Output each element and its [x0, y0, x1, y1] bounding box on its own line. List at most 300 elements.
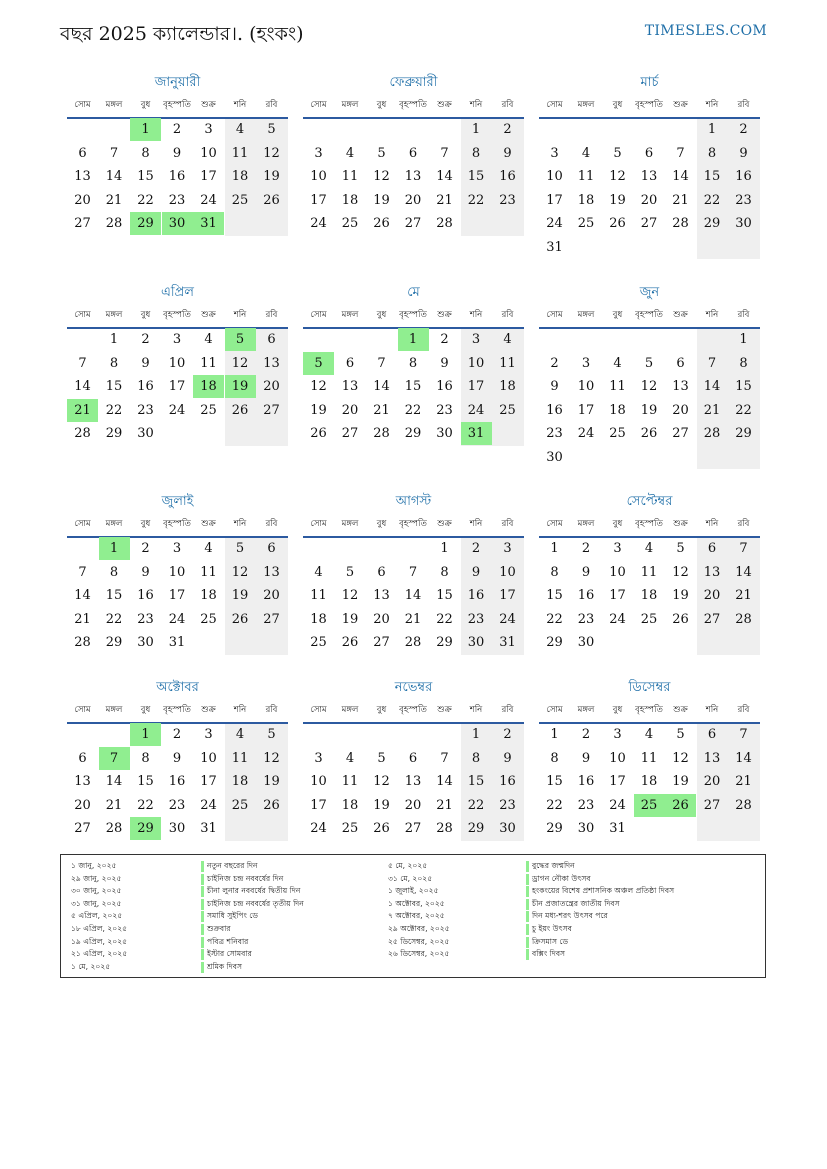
- day-cell[interactable]: 8: [109, 564, 119, 580]
- day-cell[interactable]: 8: [141, 750, 150, 766]
- day-cell[interactable]: 19: [672, 588, 689, 603]
- day-cell[interactable]: 22: [436, 611, 453, 627]
- day-cell[interactable]: 3: [172, 541, 182, 556]
- day-cell[interactable]: 6: [707, 541, 717, 556]
- day-cell[interactable]: 9: [471, 564, 481, 580]
- day-cell[interactable]: 4: [503, 332, 512, 347]
- day-cell[interactable]: 6: [345, 355, 355, 371]
- day-cell[interactable]: 16: [168, 169, 186, 184]
- day-cell[interactable]: 15: [467, 774, 485, 789]
- day-cell[interactable]: 8: [550, 564, 559, 580]
- holiday-day-cell[interactable]: 1: [398, 328, 429, 351]
- day-cell[interactable]: 9: [440, 355, 449, 371]
- day-cell[interactable]: 19: [263, 774, 280, 789]
- day-cell[interactable]: 20: [74, 797, 91, 813]
- day-cell[interactable]: 13: [263, 355, 280, 371]
- day-cell[interactable]: 29: [546, 635, 563, 650]
- day-cell[interactable]: 29: [546, 821, 563, 836]
- day-cell[interactable]: 2: [550, 355, 559, 371]
- day-cell[interactable]: 11: [341, 774, 359, 789]
- day-cell[interactable]: 24: [577, 426, 595, 441]
- day-cell[interactable]: 19: [640, 402, 658, 418]
- day-cell[interactable]: 8: [471, 750, 481, 766]
- day-cell[interactable]: 7: [440, 145, 449, 161]
- day-cell[interactable]: 24: [609, 611, 626, 627]
- day-cell[interactable]: 15: [436, 588, 453, 603]
- day-cell[interactable]: 21: [672, 192, 689, 208]
- day-cell[interactable]: 23: [436, 402, 453, 418]
- day-cell[interactable]: 9: [141, 355, 150, 371]
- day-cell[interactable]: 15: [404, 379, 422, 394]
- day-cell[interactable]: 14: [74, 588, 91, 603]
- day-cell[interactable]: 5: [676, 541, 685, 556]
- day-cell[interactable]: 5: [644, 355, 654, 371]
- holiday-day-cell[interactable]: 18: [193, 375, 224, 398]
- day-cell[interactable]: 6: [377, 564, 386, 580]
- day-cell[interactable]: 27: [341, 426, 359, 441]
- day-cell[interactable]: 22: [404, 402, 422, 418]
- day-cell[interactable]: 20: [263, 379, 280, 394]
- day-cell[interactable]: 8: [141, 145, 150, 161]
- day-cell[interactable]: 16: [735, 169, 752, 184]
- day-cell[interactable]: 15: [137, 774, 154, 789]
- day-cell[interactable]: 7: [440, 750, 449, 766]
- day-cell[interactable]: 10: [609, 750, 626, 766]
- holiday-day-cell[interactable]: 5: [225, 328, 256, 351]
- day-cell[interactable]: 16: [168, 774, 186, 789]
- day-cell[interactable]: 22: [546, 611, 563, 627]
- day-cell[interactable]: 11: [640, 564, 658, 580]
- day-cell[interactable]: 2: [141, 541, 150, 556]
- day-cell[interactable]: 1: [550, 541, 559, 556]
- day-cell[interactable]: 15: [546, 588, 563, 603]
- day-cell[interactable]: 19: [310, 402, 327, 418]
- day-cell[interactable]: 27: [74, 821, 91, 836]
- day-cell[interactable]: 6: [676, 355, 685, 371]
- day-cell[interactable]: 21: [404, 611, 422, 627]
- brand-link[interactable]: TIMESLES.COM: [644, 23, 767, 39]
- day-cell[interactable]: 24: [499, 611, 516, 627]
- day-cell[interactable]: 8: [707, 145, 717, 161]
- holiday-day-cell[interactable]: 5: [303, 352, 334, 375]
- day-cell[interactable]: 22: [137, 797, 154, 813]
- day-cell[interactable]: 13: [263, 564, 280, 580]
- day-cell[interactable]: 28: [436, 216, 453, 231]
- day-cell[interactable]: 7: [739, 541, 748, 556]
- day-cell[interactable]: 29: [703, 216, 721, 231]
- day-cell[interactable]: 12: [640, 379, 658, 394]
- day-cell[interactable]: 1: [109, 332, 119, 347]
- day-cell[interactable]: 13: [404, 774, 422, 789]
- day-cell[interactable]: 12: [341, 588, 359, 603]
- day-cell[interactable]: 28: [703, 426, 721, 441]
- day-cell[interactable]: 10: [609, 564, 626, 580]
- day-cell[interactable]: 18: [609, 402, 626, 418]
- day-cell[interactable]: 27: [263, 402, 280, 418]
- holiday-day-cell[interactable]: 25: [634, 794, 665, 817]
- day-cell[interactable]: 3: [314, 750, 323, 766]
- day-cell[interactable]: 20: [263, 588, 280, 603]
- day-cell[interactable]: 17: [200, 169, 217, 184]
- day-cell[interactable]: 9: [172, 145, 182, 161]
- day-cell[interactable]: 24: [168, 611, 186, 627]
- holiday-day-cell[interactable]: 31: [193, 212, 224, 235]
- day-cell[interactable]: 2: [172, 727, 182, 742]
- day-cell[interactable]: 7: [676, 145, 685, 161]
- day-cell[interactable]: 27: [672, 426, 689, 441]
- day-cell[interactable]: 18: [341, 797, 359, 813]
- day-cell[interactable]: 14: [735, 564, 752, 580]
- day-cell[interactable]: 19: [672, 774, 689, 789]
- day-cell[interactable]: 23: [137, 402, 154, 418]
- day-cell[interactable]: 18: [231, 774, 249, 789]
- day-cell[interactable]: 22: [467, 797, 485, 813]
- day-cell[interactable]: 17: [168, 588, 186, 603]
- day-cell[interactable]: 20: [703, 774, 721, 789]
- day-cell[interactable]: 19: [373, 192, 390, 208]
- day-cell[interactable]: 13: [672, 379, 689, 394]
- day-cell[interactable]: 10: [546, 169, 563, 184]
- day-cell[interactable]: 21: [373, 402, 390, 418]
- day-cell[interactable]: 25: [341, 821, 359, 836]
- day-cell[interactable]: 23: [168, 797, 186, 813]
- day-cell[interactable]: 24: [200, 192, 217, 208]
- day-cell[interactable]: 19: [609, 192, 626, 208]
- day-cell[interactable]: 2: [581, 541, 591, 556]
- day-cell[interactable]: 26: [640, 426, 658, 441]
- day-cell[interactable]: 26: [263, 192, 280, 208]
- day-cell[interactable]: 11: [310, 588, 327, 603]
- day-cell[interactable]: 14: [672, 169, 689, 184]
- day-cell[interactable]: 14: [703, 379, 721, 394]
- day-cell[interactable]: 26: [231, 402, 249, 418]
- day-cell[interactable]: 2: [739, 122, 748, 137]
- day-cell[interactable]: 13: [341, 379, 359, 394]
- day-cell[interactable]: 6: [267, 332, 276, 347]
- day-cell[interactable]: 11: [231, 145, 249, 161]
- day-cell[interactable]: 21: [105, 797, 123, 813]
- day-cell[interactable]: 22: [105, 402, 123, 418]
- day-cell[interactable]: 20: [74, 192, 91, 208]
- day-cell[interactable]: 25: [577, 216, 595, 231]
- day-cell[interactable]: 12: [373, 169, 390, 184]
- day-cell[interactable]: 10: [200, 750, 217, 766]
- holiday-day-cell[interactable]: 1: [130, 723, 161, 746]
- day-cell[interactable]: 24: [168, 402, 186, 418]
- day-cell[interactable]: 4: [345, 750, 355, 766]
- day-cell[interactable]: 2: [581, 727, 591, 742]
- day-cell[interactable]: 3: [550, 145, 559, 161]
- day-cell[interactable]: 22: [703, 192, 721, 208]
- day-cell[interactable]: 26: [609, 216, 626, 231]
- day-cell[interactable]: 19: [263, 169, 280, 184]
- day-cell[interactable]: 15: [105, 588, 123, 603]
- day-cell[interactable]: 26: [263, 797, 280, 813]
- day-cell[interactable]: 3: [204, 122, 213, 137]
- day-cell[interactable]: 11: [609, 379, 626, 394]
- day-cell[interactable]: 17: [609, 588, 626, 603]
- day-cell[interactable]: 4: [581, 145, 591, 161]
- day-cell[interactable]: 25: [609, 426, 626, 441]
- day-cell[interactable]: 12: [373, 774, 390, 789]
- day-cell[interactable]: 14: [436, 169, 453, 184]
- day-cell[interactable]: 10: [168, 355, 186, 371]
- day-cell[interactable]: 24: [310, 821, 327, 836]
- day-cell[interactable]: 8: [109, 355, 119, 371]
- day-cell[interactable]: 6: [707, 727, 717, 742]
- day-cell[interactable]: 7: [78, 355, 87, 371]
- day-cell[interactable]: 10: [310, 169, 327, 184]
- holiday-day-cell[interactable]: 21: [67, 399, 98, 422]
- day-cell[interactable]: 18: [640, 774, 658, 789]
- day-cell[interactable]: 14: [105, 169, 123, 184]
- day-cell[interactable]: 17: [499, 588, 516, 603]
- day-cell[interactable]: 6: [408, 750, 418, 766]
- day-cell[interactable]: 28: [74, 635, 91, 650]
- day-cell[interactable]: 26: [310, 426, 327, 441]
- day-cell[interactable]: 25: [499, 402, 516, 418]
- day-cell[interactable]: 20: [640, 192, 658, 208]
- day-cell[interactable]: 25: [231, 797, 249, 813]
- day-cell[interactable]: 19: [231, 588, 249, 603]
- day-cell[interactable]: 20: [672, 402, 689, 418]
- day-cell[interactable]: 13: [373, 588, 390, 603]
- day-cell[interactable]: 16: [499, 774, 516, 789]
- day-cell[interactable]: 17: [310, 797, 327, 813]
- day-cell[interactable]: 22: [137, 192, 154, 208]
- day-cell[interactable]: 7: [78, 564, 87, 580]
- day-cell[interactable]: 14: [735, 750, 752, 766]
- day-cell[interactable]: 4: [345, 145, 355, 161]
- day-cell[interactable]: 27: [703, 611, 721, 627]
- day-cell[interactable]: 21: [735, 588, 752, 603]
- day-cell[interactable]: 18: [200, 588, 217, 603]
- day-cell[interactable]: 5: [235, 541, 245, 556]
- day-cell[interactable]: 12: [263, 145, 280, 161]
- day-cell[interactable]: 4: [235, 727, 245, 742]
- day-cell[interactable]: 8: [739, 355, 748, 371]
- day-cell[interactable]: 14: [436, 774, 453, 789]
- holiday-day-cell[interactable]: 31: [461, 422, 492, 445]
- day-cell[interactable]: 10: [577, 379, 595, 394]
- day-cell[interactable]: 23: [546, 426, 563, 441]
- day-cell[interactable]: 29: [735, 426, 752, 441]
- day-cell[interactable]: 12: [231, 564, 249, 580]
- day-cell[interactable]: 10: [168, 564, 186, 580]
- day-cell[interactable]: 12: [310, 379, 327, 394]
- day-cell[interactable]: 23: [467, 611, 485, 627]
- day-cell[interactable]: 29: [105, 426, 123, 441]
- holiday-day-cell[interactable]: 1: [99, 537, 130, 560]
- day-cell[interactable]: 27: [404, 216, 422, 231]
- day-cell[interactable]: 5: [613, 145, 622, 161]
- day-cell[interactable]: 30: [168, 821, 186, 836]
- day-cell[interactable]: 11: [499, 355, 516, 371]
- day-cell[interactable]: 8: [440, 564, 449, 580]
- day-cell[interactable]: 18: [310, 611, 327, 627]
- day-cell[interactable]: 25: [231, 192, 249, 208]
- day-cell[interactable]: 27: [640, 216, 658, 231]
- day-cell[interactable]: 7: [707, 355, 717, 371]
- day-cell[interactable]: 30: [735, 216, 752, 231]
- day-cell[interactable]: 13: [74, 774, 91, 789]
- day-cell[interactable]: 27: [263, 611, 280, 627]
- day-cell[interactable]: 5: [267, 122, 276, 137]
- day-cell[interactable]: 24: [609, 797, 626, 813]
- day-cell[interactable]: 4: [644, 727, 654, 742]
- day-cell[interactable]: 1: [707, 122, 717, 137]
- day-cell[interactable]: 13: [703, 750, 721, 766]
- day-cell[interactable]: 21: [74, 611, 91, 627]
- day-cell[interactable]: 2: [503, 122, 512, 137]
- day-cell[interactable]: 11: [231, 750, 249, 766]
- day-cell[interactable]: 14: [105, 774, 123, 789]
- day-cell[interactable]: 26: [341, 635, 359, 650]
- day-cell[interactable]: 2: [471, 541, 481, 556]
- day-cell[interactable]: 5: [345, 564, 355, 580]
- day-cell[interactable]: 14: [404, 588, 422, 603]
- day-cell[interactable]: 11: [200, 564, 217, 580]
- day-cell[interactable]: 8: [550, 750, 559, 766]
- day-cell[interactable]: 31: [200, 821, 217, 836]
- day-cell[interactable]: 21: [105, 192, 123, 208]
- day-cell[interactable]: 17: [577, 402, 595, 418]
- day-cell[interactable]: 12: [672, 564, 689, 580]
- day-cell[interactable]: 7: [739, 727, 748, 742]
- day-cell[interactable]: 27: [373, 635, 390, 650]
- day-cell[interactable]: 5: [377, 145, 386, 161]
- day-cell[interactable]: 4: [204, 541, 213, 556]
- day-cell[interactable]: 23: [735, 192, 752, 208]
- day-cell[interactable]: 12: [263, 750, 280, 766]
- day-cell[interactable]: 2: [503, 727, 512, 742]
- day-cell[interactable]: 3: [204, 727, 213, 742]
- day-cell[interactable]: 14: [373, 379, 390, 394]
- day-cell[interactable]: 30: [499, 821, 516, 836]
- day-cell[interactable]: 6: [78, 750, 87, 766]
- day-cell[interactable]: 20: [341, 402, 359, 418]
- day-cell[interactable]: 9: [550, 379, 559, 394]
- day-cell[interactable]: 31: [609, 821, 626, 836]
- day-cell[interactable]: 13: [404, 169, 422, 184]
- day-cell[interactable]: 16: [436, 379, 453, 394]
- day-cell[interactable]: 31: [168, 635, 186, 650]
- day-cell[interactable]: 18: [499, 379, 516, 394]
- day-cell[interactable]: 12: [672, 750, 689, 766]
- day-cell[interactable]: 26: [373, 821, 390, 836]
- day-cell[interactable]: 11: [640, 750, 658, 766]
- day-cell[interactable]: 20: [703, 588, 721, 603]
- holiday-day-cell[interactable]: 29: [130, 212, 161, 235]
- day-cell[interactable]: 28: [735, 611, 752, 627]
- day-cell[interactable]: 30: [137, 635, 154, 650]
- day-cell[interactable]: 28: [105, 216, 123, 231]
- day-cell[interactable]: 28: [672, 216, 689, 231]
- day-cell[interactable]: 28: [735, 797, 752, 813]
- day-cell[interactable]: 1: [550, 727, 559, 742]
- day-cell[interactable]: 15: [105, 379, 123, 394]
- day-cell[interactable]: 27: [404, 821, 422, 836]
- day-cell[interactable]: 14: [74, 379, 91, 394]
- day-cell[interactable]: 24: [467, 402, 485, 418]
- day-cell[interactable]: 25: [310, 635, 327, 650]
- day-cell[interactable]: 17: [168, 379, 186, 394]
- holiday-day-cell[interactable]: 26: [665, 794, 696, 817]
- day-cell[interactable]: 29: [404, 426, 422, 441]
- day-cell[interactable]: 24: [546, 216, 563, 231]
- day-cell[interactable]: 3: [314, 145, 323, 161]
- day-cell[interactable]: 4: [204, 332, 213, 347]
- day-cell[interactable]: 6: [78, 145, 87, 161]
- day-cell[interactable]: 18: [577, 192, 595, 208]
- day-cell[interactable]: 11: [577, 169, 595, 184]
- day-cell[interactable]: 29: [436, 635, 453, 650]
- day-cell[interactable]: 22: [546, 797, 563, 813]
- day-cell[interactable]: 16: [467, 588, 485, 603]
- day-cell[interactable]: 22: [105, 611, 123, 627]
- day-cell[interactable]: 26: [672, 611, 689, 627]
- holiday-day-cell[interactable]: 7: [99, 747, 130, 770]
- day-cell[interactable]: 28: [105, 821, 123, 836]
- day-cell[interactable]: 18: [341, 192, 359, 208]
- day-cell[interactable]: 4: [235, 122, 245, 137]
- day-cell[interactable]: 12: [609, 169, 626, 184]
- day-cell[interactable]: 24: [200, 797, 217, 813]
- day-cell[interactable]: 31: [546, 239, 563, 255]
- day-cell[interactable]: 9: [503, 750, 512, 766]
- day-cell[interactable]: 17: [467, 379, 485, 394]
- day-cell[interactable]: 21: [436, 192, 453, 208]
- day-cell[interactable]: 6: [408, 145, 418, 161]
- day-cell[interactable]: 3: [503, 541, 512, 556]
- day-cell[interactable]: 6: [267, 541, 276, 556]
- day-cell[interactable]: 28: [373, 426, 390, 441]
- day-cell[interactable]: 31: [499, 635, 516, 650]
- day-cell[interactable]: 13: [74, 169, 91, 184]
- day-cell[interactable]: 1: [440, 541, 449, 556]
- day-cell[interactable]: 23: [168, 192, 186, 208]
- day-cell[interactable]: 3: [613, 727, 622, 742]
- day-cell[interactable]: 25: [640, 611, 658, 627]
- day-cell[interactable]: 7: [377, 355, 386, 371]
- day-cell[interactable]: 22: [735, 402, 752, 418]
- day-cell[interactable]: 28: [404, 635, 422, 650]
- day-cell[interactable]: 3: [471, 332, 481, 347]
- day-cell[interactable]: 15: [546, 774, 563, 789]
- day-cell[interactable]: 21: [703, 402, 721, 418]
- day-cell[interactable]: 16: [577, 588, 595, 603]
- day-cell[interactable]: 28: [436, 821, 453, 836]
- holiday-day-cell[interactable]: 29: [130, 817, 161, 840]
- day-cell[interactable]: 12: [231, 355, 249, 371]
- day-cell[interactable]: 1: [471, 727, 481, 742]
- day-cell[interactable]: 28: [74, 426, 91, 441]
- day-cell[interactable]: 11: [341, 169, 359, 184]
- day-cell[interactable]: 13: [640, 169, 658, 184]
- day-cell[interactable]: 20: [404, 797, 422, 813]
- day-cell[interactable]: 30: [467, 635, 485, 650]
- day-cell[interactable]: 3: [613, 541, 622, 556]
- day-cell[interactable]: 30: [577, 635, 595, 650]
- day-cell[interactable]: 11: [200, 355, 217, 371]
- day-cell[interactable]: 22: [467, 192, 485, 208]
- day-cell[interactable]: 9: [581, 750, 591, 766]
- day-cell[interactable]: 19: [341, 611, 359, 627]
- day-cell[interactable]: 18: [640, 588, 658, 603]
- day-cell[interactable]: 23: [577, 797, 595, 813]
- day-cell[interactable]: 2: [141, 332, 150, 347]
- day-cell[interactable]: 10: [467, 355, 485, 371]
